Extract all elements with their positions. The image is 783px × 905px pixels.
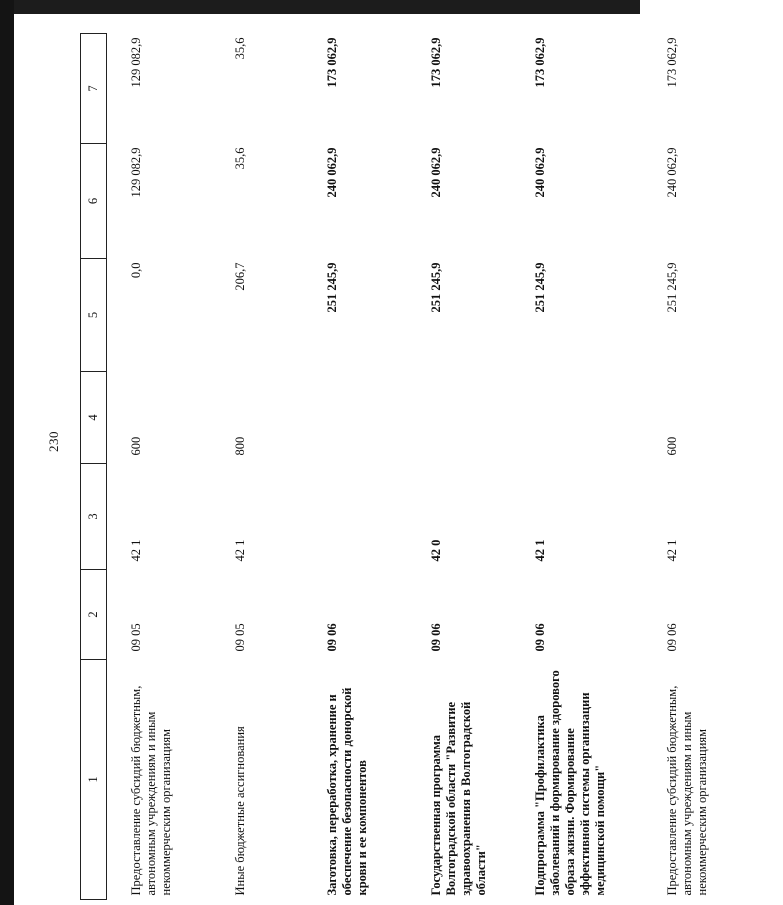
table-row: [643, 34, 783, 900]
row-name: Подпрограмма "Профилактика заболеваний и формирование здорового образа жизни. Формирование эффективной системы организации медицинской помощи": [533, 670, 607, 896]
row-section-code: 09 05: [233, 623, 247, 652]
row-value-col6: 240 062,9: [665, 147, 679, 198]
row-expense-type: 600: [665, 436, 679, 456]
row-value-col7: 173 062,9: [429, 37, 443, 88]
row-value-col7: 35,6: [233, 37, 247, 60]
header-col-4: 4: [81, 372, 107, 464]
row-expense-type: [303, 372, 407, 464]
row-name: Заготовка, переработка, хранение и обеспечение безопасности донорской крови и ее компонентов: [325, 687, 369, 896]
row-value-col5: 206,7: [233, 262, 247, 291]
row-name: Иные бюджетные ассигнования: [233, 726, 247, 896]
row-target-code: 42 1: [129, 539, 143, 562]
row-value-col5: 251 245,9: [665, 262, 679, 313]
row-value-col5: 251 245,9: [429, 262, 443, 313]
row-target-code: 42 1: [533, 539, 547, 562]
row-value-col6: 129 082,9: [129, 147, 143, 198]
table-row: [107, 34, 212, 900]
row-value-col6: 240 062,9: [429, 147, 443, 198]
row-value-col5: 0,0: [129, 262, 143, 279]
page-number: 230: [46, 431, 61, 452]
row-expense-type: [511, 372, 643, 464]
row-target-code: 42 1: [233, 539, 247, 562]
row-name: Государственная программа Волгоградской области "Развитие здравоохранения в Волгоградской области": [429, 701, 488, 896]
row-value-col7: 173 062,9: [533, 37, 547, 88]
row-target-code: 42 1: [665, 539, 679, 562]
header-col-6: 6: [81, 144, 107, 259]
row-value-col5: 251 245,9: [533, 262, 547, 313]
table-header-row: [81, 34, 107, 900]
row-expense-type: 800: [233, 436, 247, 456]
row-target-code: 42 0: [429, 539, 443, 562]
row-section-code: 09 06: [665, 623, 679, 652]
header-col-1: 1: [81, 660, 107, 900]
row-name: Предоставление субсидий бюджетным, автономным учреждениям и иным некоммерческим организациям: [129, 685, 173, 896]
row-value-col7: 173 062,9: [325, 37, 339, 88]
row-value-col7: 173 062,9: [665, 37, 679, 88]
table-row: [303, 34, 407, 900]
row-value-col5: 251 245,9: [325, 262, 339, 313]
header-col-3: 3: [81, 464, 107, 570]
budget-table: [80, 33, 783, 900]
row-value-col7: 129 082,9: [129, 37, 143, 88]
row-value-col6: 240 062,9: [325, 147, 339, 198]
row-value-col6: 240 062,9: [533, 147, 547, 198]
header-col-7: 7: [81, 34, 107, 144]
row-value-col6: 35,6: [233, 147, 247, 170]
header-col-2: 2: [81, 570, 107, 660]
row-section-code: 09 06: [429, 623, 443, 652]
row-section-code: 09 06: [325, 623, 339, 652]
row-target-code: [303, 464, 407, 570]
table-row: [211, 34, 303, 900]
table-row: [511, 34, 643, 900]
row-section-code: 09 05: [129, 623, 143, 652]
row-expense-type: 600: [129, 436, 143, 456]
table-row: [407, 34, 511, 900]
header-col-5: 5: [81, 259, 107, 372]
row-section-code: 09 06: [533, 623, 547, 652]
row-name: Предоставление субсидий бюджетным, автономным учреждениям и иным некоммерческим организациям: [665, 685, 709, 896]
row-expense-type: [407, 372, 511, 464]
